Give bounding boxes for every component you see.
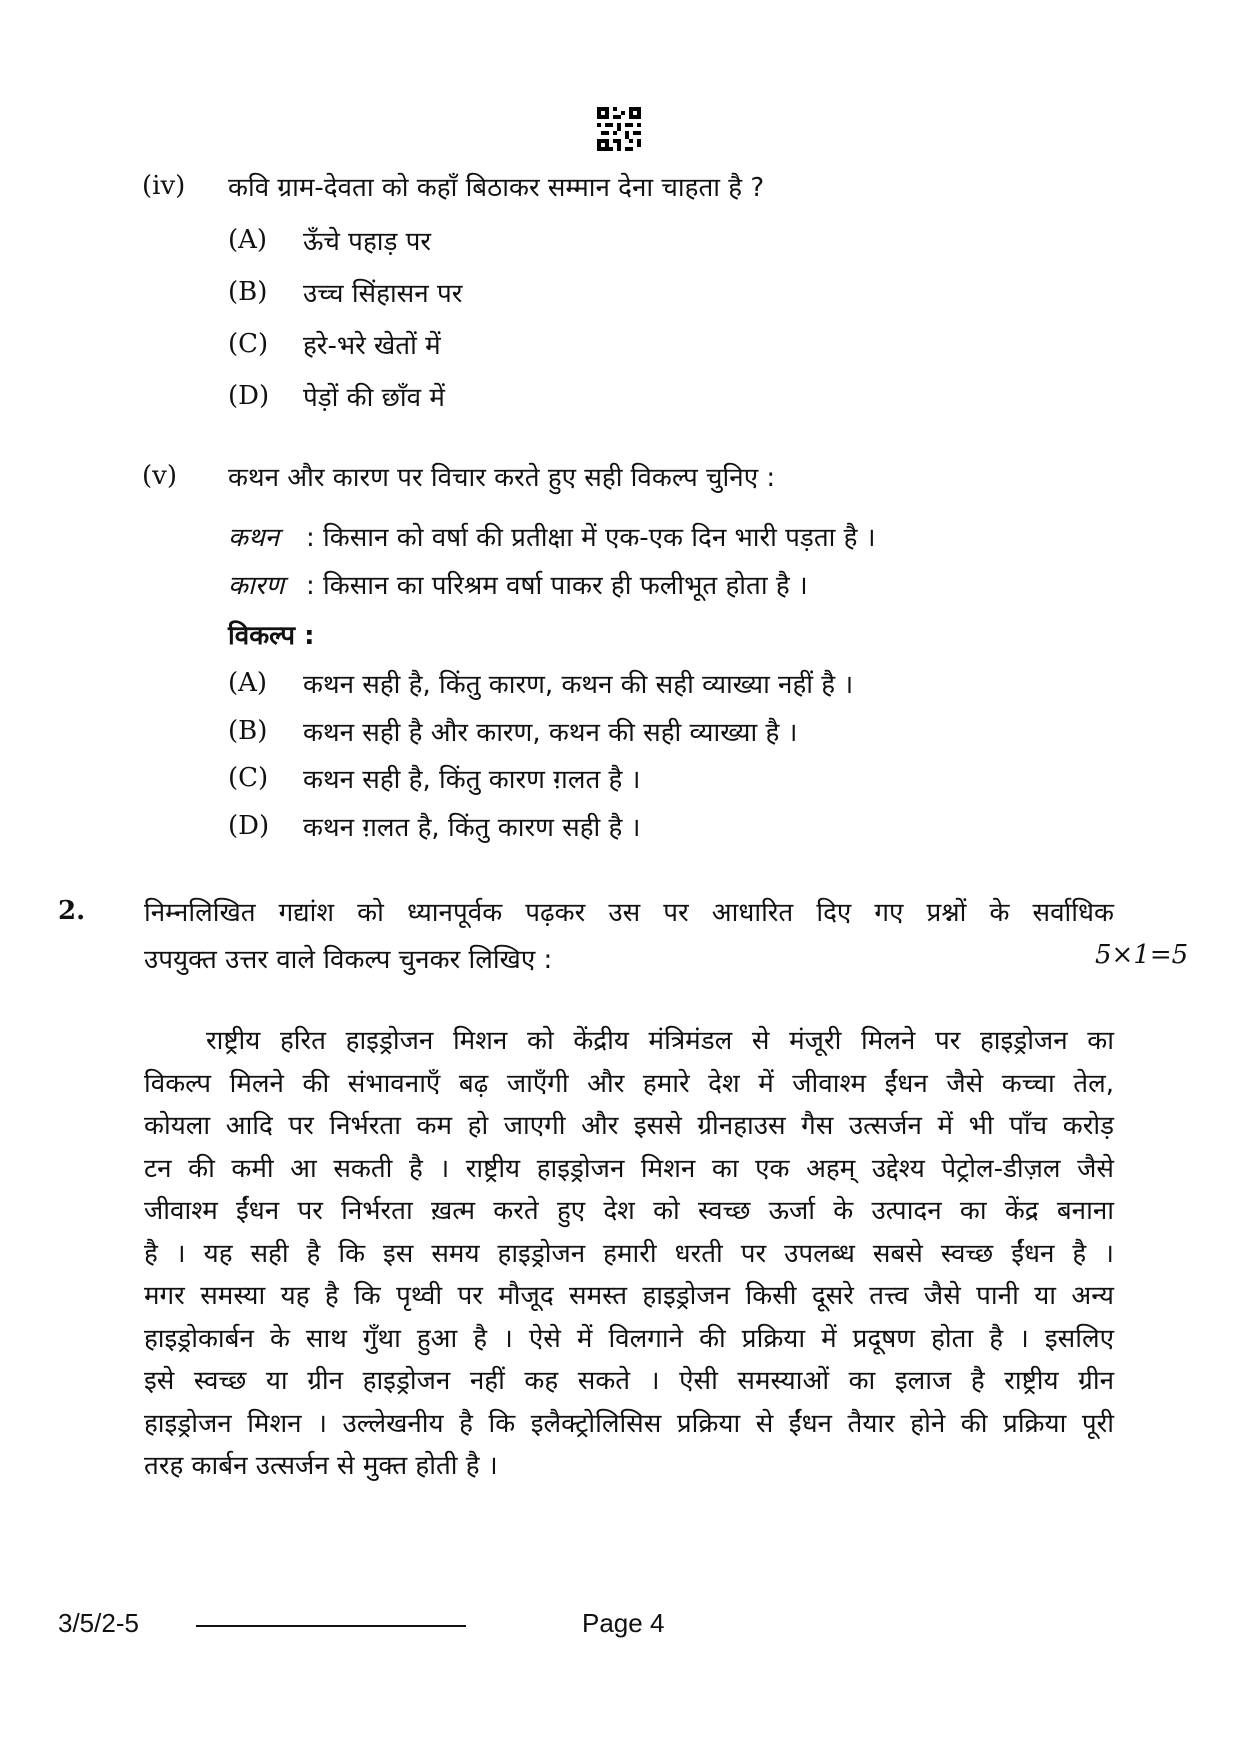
passage-line: इसे स्वच्छ या ग्रीन हाइड्रोजन नहीं कह सकते । ऐसी समस्याओं का इलाज है राष्ट्रीय ग्रीन <box>144 1366 1114 1396</box>
qr-code-icon <box>597 107 641 151</box>
passage-line: राष्ट्रीय हरित हाइड्रोजन मिशन को केंद्रीय मंत्रिमंडल से मंजूरी मिलने पर हाइड्रोजन का <box>206 1026 1114 1056</box>
assertion-label: कथन <box>228 523 280 553</box>
passage-line: हाइड्रोजन मिशन । उल्लेखनीय है कि इलैक्ट्रोलिसिस प्रक्रिया से ईंधन तैयार होने की प्रक्रिया पूरी <box>144 1408 1114 1439</box>
question-instruction: उपयुक्त उत्तर वाले विकल्प चुनकर लिखिए : <box>144 945 553 975</box>
passage-line: जीवाश्म ईंधन पर निर्भरता ख़त्म करते हुए देश को स्वच्छ ऊर्जा के उत्पादन का केंद्र बनाना <box>144 1196 1114 1226</box>
page-number: Page 4 <box>582 1608 665 1638</box>
option-letter: (D) <box>228 811 270 841</box>
option-letter: (C) <box>228 763 269 793</box>
option-text: पेड़ों की छाँव में <box>303 383 445 413</box>
option-text: ऊँचे पहाड़ पर <box>303 227 432 257</box>
option-letter: (B) <box>228 716 268 746</box>
option-text: हरे-भरे खेतों में <box>303 331 441 361</box>
passage-line: विकल्प मिलने की संभावनाएँ बढ़ जाएँगी और हमारे देश में जीवाश्म ईंधन जैसे कच्चा तेल, <box>144 1068 1114 1099</box>
question-instruction: निम्नलिखित गद्यांश को ध्यानपूर्वक पढ़कर उस पर आधारित दिए गए प्रश्नों के सर्वाधिक <box>144 898 1114 928</box>
option-letter: (B) <box>228 277 268 307</box>
question-number: (v) <box>142 461 177 491</box>
paper-code: 3/5/2-5 <box>58 1608 139 1638</box>
passage-line: है । यह सही है कि इस समय हाइड्रोजन हमारी धरती पर उपलब्ध सबसे स्वच्छ ईंधन है । <box>144 1238 1114 1269</box>
divider <box>196 1625 466 1627</box>
option-text: कथन ग़लत है, किंतु कारण सही है । <box>303 813 641 843</box>
passage-line: तरह कार्बन उत्सर्जन से मुक्त होती है । <box>144 1451 498 1481</box>
reason-text: : किसान का परिश्रम वर्षा पाकर ही फलीभूत होता है । <box>306 571 808 601</box>
option-text: उच्च सिंहासन पर <box>303 279 463 309</box>
reason-label: कारण <box>228 571 285 601</box>
passage-line: कोयला आदि पर निर्भरता कम हो जाएगी और इससे ग्रीनहाउस गैस उत्सर्जन में भी पाँच करोड़ <box>144 1111 1114 1141</box>
passage-line: हाइड्रोकार्बन के साथ गुँथा हुआ है । ऐसे में विलगाने की प्रक्रिया में प्रदूषण होता है । इसलिए <box>144 1323 1114 1354</box>
question-text: कथन और कारण पर विचार करते हुए सही विकल्प चुनिए : <box>228 463 776 493</box>
option-text: कथन सही है और कारण, कथन की सही व्याख्या है । <box>303 718 798 748</box>
assertion-text: : किसान को वर्षा की प्रतीक्षा में एक-एक दिन भारी पड़ता है । <box>306 523 876 553</box>
question-number: (iv) <box>142 171 186 201</box>
option-letter: (D) <box>228 381 270 411</box>
passage <box>144 1020 1114 1488</box>
question-text: कवि ग्राम-देवता को कहाँ बिठाकर सम्मान देना चाहता है ? <box>228 173 765 203</box>
passage-line: मगर समस्या यह है कि पृथ्वी पर मौजूद समस्त हाइड्रोजन किसी दूसरे तत्त्व जैसे पानी या अन्य <box>144 1281 1114 1311</box>
option-text: कथन सही है, किंतु कारण ग़लत है । <box>303 765 641 795</box>
option-text: कथन सही है, किंतु कारण, कथन की सही व्याख्या नहीं है । <box>303 670 854 700</box>
option-letter: (A) <box>228 225 268 255</box>
option-letter: (C) <box>228 329 269 359</box>
options-heading: विकल्प : <box>228 621 315 651</box>
question-number: 2. <box>58 896 86 926</box>
marks: 5×1=5 <box>1095 940 1189 970</box>
passage-line: टन की कमी आ सकती है । राष्ट्रीय हाइड्रोजन मिशन का एक अहम् उद्देश्य पेट्रोल-डीज़ल जैसे <box>144 1153 1114 1184</box>
option-letter: (A) <box>228 668 268 698</box>
